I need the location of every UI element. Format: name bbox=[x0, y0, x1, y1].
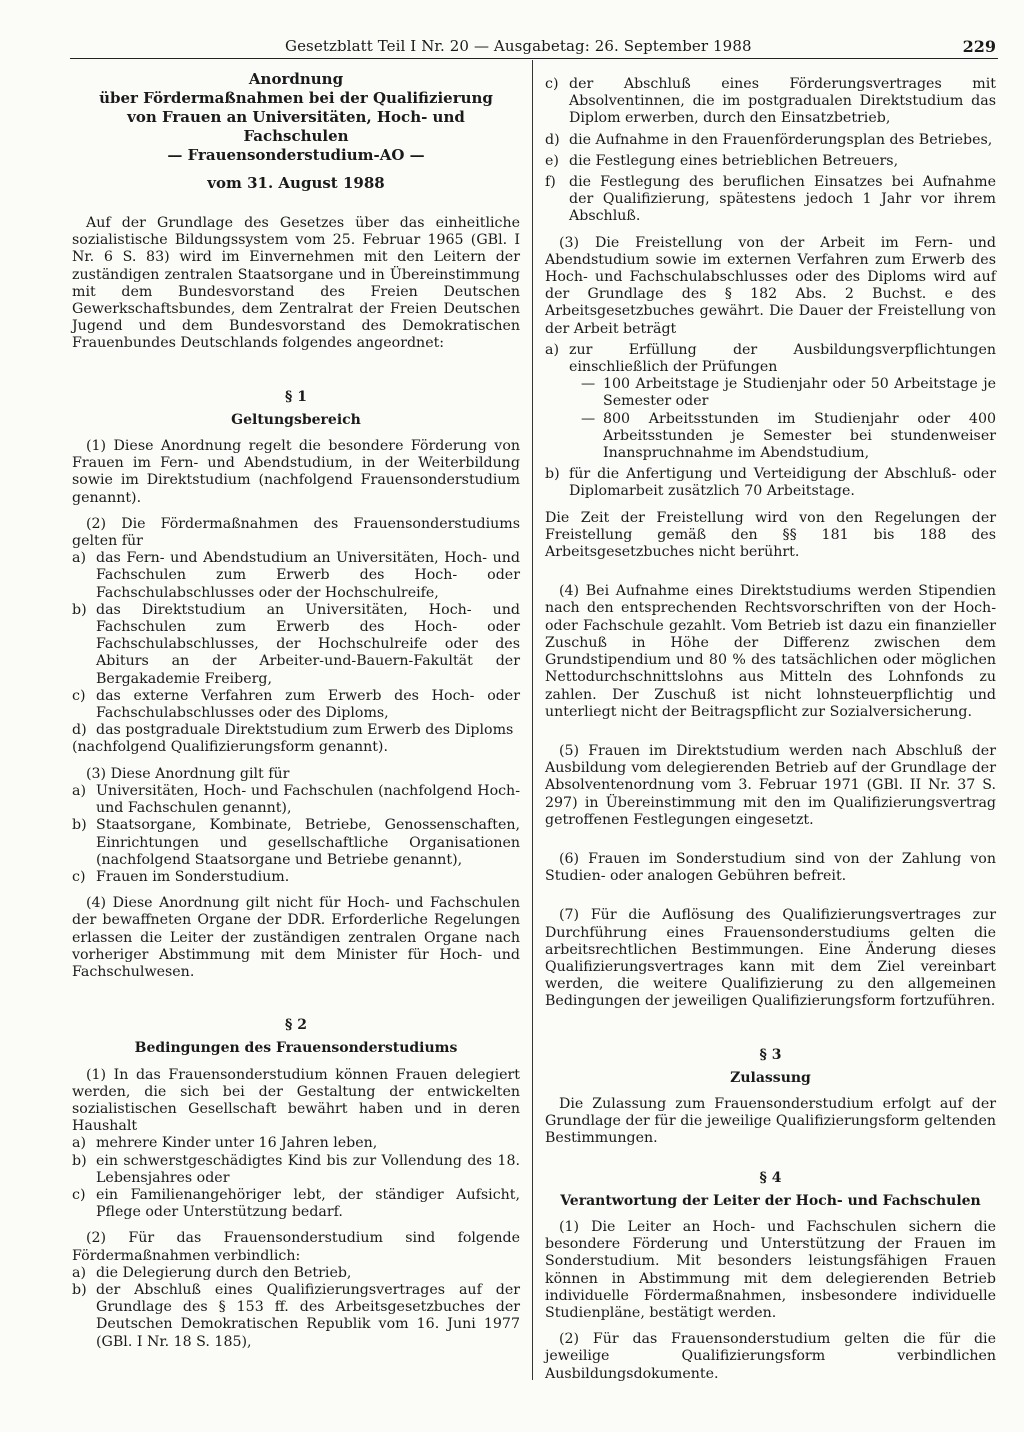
sub-list-item: — 800 Arbeitsstunden im Studienjahr oder 400 Arbeitsstunden je Semester bei stundenweiser Inanspruchnahme im Abendstudium, bbox=[581, 410, 996, 462]
list-item: b) das Direktstudium an Universitäten, Hoch- und Fachschulen zum Erwerb des Hoch- oder Fachschulabschlusses, der Hochschulreife oder des Abiturs an der Arbeiter-und-Bauern-Fakultät der Bergakademie Freiberg, bbox=[72, 601, 520, 687]
right-column bbox=[545, 76, 996, 1383]
section-1-number: § 1 bbox=[285, 388, 307, 405]
s1-paragraph-1: (1) Diese Anordnung regelt die besondere Förderung von Frauen im Fern- und Abendstudium, in der Weiterbildung sowie im Direktstudium (nachfolgend Frauensonderstudium genannt). bbox=[72, 438, 520, 506]
list-item: a) mehrere Kinder unter 16 Jahren leben, bbox=[72, 1135, 378, 1152]
s1-paragraph-4: (4) Diese Anordnung gilt nicht für Hoch- und Fachschulen der bewaffneten Organe der DDR. Erforderliche Regelungen erlassen die Leiter der zuständigen zentralen Organe nach vorheriger Abstimmung mit dem Minister für Hoch- und Fachschulwesen. bbox=[72, 895, 520, 980]
list-item: b) ein schwerstgeschädigtes Kind bis zur Vollendung des 18. Lebensjahres oder bbox=[72, 1152, 520, 1186]
list-item: c) Frauen im Sonderstudium. bbox=[72, 868, 290, 885]
list-item: b) der Abschluß eines Qualifizierungsvertrages auf der Grundlage des § 153 ff. des Arbeitsgesetzbuches der Deutschen Demokratischen Republik vom 16. Juni 1977 (GBl. I Nr. 18 S. 185), bbox=[72, 1281, 520, 1350]
s2-paragraph-2: (2) Für das Frauensonderstudium sind folgende Fördermaßnahmen verbindlich: bbox=[72, 1230, 520, 1264]
list-item: d) die Aufnahme in den Frauenförderungsplan des Betriebes, bbox=[545, 131, 993, 148]
list-item: f) die Festlegung des beruflichen Einsatzes bei Aufnahme der Qualifizierung, spätestens jedoch 1 Jahr vor ihrem Abschluß. bbox=[545, 174, 996, 225]
title-line-1: Anordnung bbox=[248, 70, 344, 88]
s2-paragraph-5: (5) Frauen im Direktstudium werden nach Abschluß der Ausbildung vom delegierenden Betrieb auf der Grundlage der Absolventenordnung vom 3. Februar 1971 (GBl. II Nr. 37 S. 297) in Übereinstimmung mit den im Qualifizierungsvertrag getroffenen Festlegungen eingesetzt. bbox=[545, 742, 996, 828]
page-number: 229 bbox=[962, 37, 996, 56]
s2-paragraph-6: (6) Frauen im Sonderstudium sind von der Zahlung von Studien- oder analogen Gebühren befreit. bbox=[545, 850, 996, 885]
column-divider bbox=[532, 60, 533, 1380]
sub-list-item: — 100 Arbeitstage je Studienjahr oder 50 Arbeitstage je Semester oder bbox=[581, 376, 996, 410]
list-item: a) die Delegierung durch den Betrieb, bbox=[72, 1264, 352, 1281]
list-item: d) das postgraduale Direktstudium zum Erwerb des Diploms bbox=[72, 722, 514, 739]
list-item: c) der Abschluß eines Förderungsvertrages mit Absolventinnen, die im postgradualen Direktstudium das Diplom erwerben, durch den Einsatzbetrieb, bbox=[545, 76, 996, 127]
list-item: a) zur Erfüllung der Ausbildungsverpflichtungen einschließlich der Prüfungen bbox=[545, 341, 996, 376]
list-item: c) das externe Verfahren zum Erwerb des Hoch- oder Fachschulabschlusses oder des Diploms, bbox=[72, 687, 520, 722]
section-4-title: Verantwortung der Leiter der Hoch- und Fachschulen bbox=[560, 1192, 981, 1209]
list-item: c) ein Familienangehöriger lebt, der ständiger Aufsicht, Pflege oder Unterstützung bedarf. bbox=[72, 1186, 520, 1221]
gazette-title: Gesetzblatt Teil I Nr. 20 — Ausgabetag: 26. September 1988 bbox=[285, 37, 752, 55]
list-item: b) Staatsorgane, Kombinate, Betriebe, Genossenschaften, Einrichtungen und gesellschaftliche Organisationen (nachfolgend Staatsorgane und Betriebe genannt), bbox=[72, 817, 520, 868]
s2-paragraph-7: (7) Für die Auflösung des Qualifizierungsvertrages zur Durchführung eines Frauensonderstudiums gelten die arbeitsrechtlichen Bestimmungen. Eine Änderung dieses Qualifizierungsvertrages kann mit dem Ziel vereinbart werden, die weitere Qualifizierung zu den allgemeinen Bedingungen der jeweiligen Qualifizierungsform fortzuführen. bbox=[545, 907, 996, 1010]
section-2-number: § 2 bbox=[285, 1017, 307, 1034]
list-item: b) für die Anfertigung und Verteidigung der Abschluß- oder Diplomarbeit zusätzlich 70 Arbeitstage. bbox=[545, 466, 996, 500]
section-1-title: Geltungsbereich bbox=[231, 411, 361, 428]
s1-paragraph-2-tail: (nachfolgend Qualifizierungsform genannt). bbox=[72, 739, 388, 756]
s2-paragraph-4: (4) Bei Aufnahme eines Direktstudiums werden Stipendien nach den entsprechenden Rechtsvorschriften von der Hoch- oder Fachschule gezahlt. Vom Betrieb ist dazu ein finanzieller Zuschuß in Höhe der Differenz zwischen dem Grundstipendium und 80 % des tatsächlichen oder möglichen Nettodurchschnittslohns aus Mitteln des Lohnfonds zu zahlen. Der Zuschuß ist nicht lohnsteuerpflichtig und unterliegt nicht der Beitragspflicht zur Sozialversicherung. bbox=[545, 583, 996, 720]
page-header bbox=[0, 0, 1024, 60]
s1-paragraph-2: (2) Die Fördermaßnahmen des Frauensonderstudiums gelten für bbox=[72, 515, 520, 550]
s4-paragraph-1: (1) Die Leiter an Hoch- und Fachschulen sichern die besondere Förderung und Unterstützung der Frauen im Sonderstudium. Mit besonders leistungsfähigen Frauen können in Abstimmung mit dem delegierenden Betrieb individuelle Fördermaßnahmen, insbesondere individuelle Studienpläne, bestätigt werden. bbox=[545, 1218, 996, 1321]
preamble: Auf der Grundlage des Gesetzes über das einheitliche sozialistische Bildungssystem vom 25. Februar 1965 (GBl. I Nr. 6 S. 83) wird im Einvernehmen mit den Leitern der zuständigen zentralen Staatsorgane und in Übereinstimmung mit dem Bundesvorstand des Freien Deutschen Gewerkschaftsbundes, dem Zentralrat der Freien Deutschen Jugend und dem Bundesvorstand des Demokratischen Frauenbundes Deutschlands folgendes angeordnet: bbox=[72, 215, 520, 352]
header-rule bbox=[70, 58, 998, 59]
title-line-4: — Frauensonderstudium-AO — bbox=[167, 146, 425, 164]
list-item: a) das Fern- und Abendstudium an Universitäten, Hoch- und Fachschulen zum Erwerb des Hoch- oder Fachschulabschlusses oder der Hochschulreife, bbox=[72, 550, 520, 601]
title-line-3: von Frauen an Universitäten, Hoch- und Fachschulen bbox=[127, 108, 465, 145]
s2-paragraph-3-tail: Die Zeit der Freistellung wird von den Regelungen der Freistellung gemäß den §§ 181 bis 188 des Arbeitsgesetzbuches nicht berührt. bbox=[545, 509, 996, 561]
s3-paragraph-1: Die Zulassung zum Frauensonderstudium erfolgt auf der Grundlage der für die jeweilige Qualifizierungsform geltenden Bestimmungen. bbox=[545, 1095, 996, 1147]
s1-paragraph-3: (3) Diese Anordnung gilt für bbox=[86, 765, 290, 782]
section-2-title: Bedingungen des Frauensonderstudiums bbox=[134, 1040, 458, 1057]
ordinance-date: vom 31. August 1988 bbox=[207, 174, 385, 192]
s4-paragraph-2: (2) Für das Frauensonderstudium gelten die für die jeweilige Qualifizierungsform verbindlichen Ausbildungsdokumente. bbox=[545, 1331, 996, 1382]
section-3-number: § 3 bbox=[759, 1046, 782, 1063]
list-item: a) Universitäten, Hoch- und Fachschulen (nachfolgend Hoch- und Fachschulen genannt), bbox=[72, 782, 520, 817]
section-4-number: § 4 bbox=[759, 1169, 782, 1186]
left-column bbox=[72, 70, 520, 1351]
title-line-2: über Fördermaßnahmen bei der Qualifizierung bbox=[99, 89, 493, 107]
s2-paragraph-3: (3) Die Freistellung von der Arbeit im Fern- und Abendstudium sowie im externen Verfahren zum Erwerb des Hoch- und Fachschulabschlusses oder des Diploms wird auf der Grundlage des § 182 Abs. 2 Buchst. e des Arbeitsgesetzbuches gewährt. Die Dauer der Freistellung von der Arbeit beträgt bbox=[545, 234, 996, 337]
s2-paragraph-1: (1) In das Frauensonderstudium können Frauen delegiert werden, die sich bei der Gestaltung der entwickelten sozialistischen Gesellschaft bewährt haben und in deren Haushalt bbox=[72, 1066, 520, 1135]
list-item: e) die Festlegung eines betrieblichen Betreuers, bbox=[545, 152, 899, 169]
section-3-title: Zulassung bbox=[730, 1069, 811, 1086]
